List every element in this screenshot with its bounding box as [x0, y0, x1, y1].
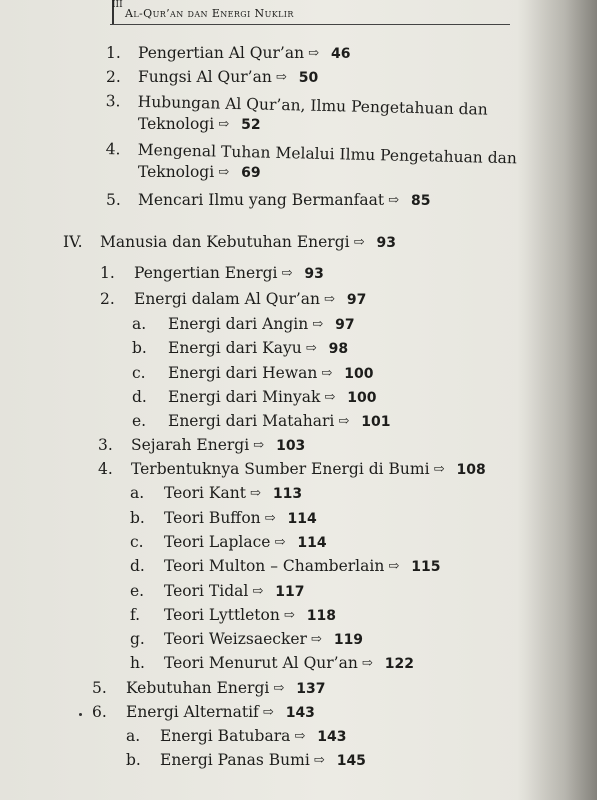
- arrow-icon: ⇨: [281, 266, 293, 281]
- entry-page: 46: [330, 46, 351, 62]
- entry-number: 4.: [98, 460, 113, 478]
- entry-title: Energi dari Kayu: [168, 339, 302, 357]
- entry-number: 2.: [106, 68, 121, 86]
- arrow-icon: ⇨: [273, 681, 285, 696]
- entry-page: 117: [275, 584, 305, 600]
- entry-letter: a.: [130, 484, 145, 502]
- bullet-mark: [79, 713, 82, 716]
- entry-title: Energi Panas Bumi: [160, 751, 310, 769]
- entry-letter: d.: [130, 557, 145, 575]
- entry-title: Sejarah Energi: [131, 436, 250, 454]
- entry-title: Energi dari Angin: [168, 315, 309, 333]
- arrow-icon: ⇨: [274, 535, 286, 550]
- arrow-icon: ⇨: [388, 559, 400, 574]
- entry-title: Teori Laplace: [164, 533, 271, 551]
- entry-page: 143: [317, 729, 347, 745]
- entry-letter: e.: [130, 582, 145, 600]
- chapter-page: 93: [376, 235, 396, 251]
- entry-number: 1.: [106, 44, 121, 62]
- entry-title: Energi dari Minyak: [168, 388, 321, 406]
- entry-title: Energi Alternatif: [126, 703, 259, 721]
- entry-letter: h.: [130, 654, 145, 672]
- entry-title: Pengertian Energi: [134, 264, 278, 282]
- arrow-icon: ⇨: [361, 656, 373, 671]
- header-rule: [110, 24, 510, 25]
- entry-continuation: [138, 163, 261, 181]
- entry-page: 145: [336, 753, 366, 769]
- entry-page: 118: [306, 608, 336, 624]
- entry-number: 4.: [105, 140, 121, 159]
- entry-title: Teori Menurut Al Qur’an: [164, 654, 358, 672]
- arrow-icon: ⇨: [324, 292, 335, 307]
- arrow-icon: ⇨: [324, 390, 336, 405]
- entry-title: Kebutuhan Energi: [126, 679, 270, 697]
- header-mark: III: [112, 0, 123, 10]
- entry-page: 97: [346, 292, 367, 308]
- entry-title: Teori Weizsaecker: [164, 630, 307, 648]
- entry-letter: b.: [132, 339, 147, 357]
- entry-number: 2.: [100, 290, 115, 308]
- entry-title: Energi dalam Al Qur’an: [134, 290, 320, 308]
- entry-page: 113: [272, 486, 303, 502]
- arrow-icon: ⇨: [310, 632, 322, 647]
- entry-title: Hubungan Al Qur’an, Ilmu Pengetahuan dan: [137, 92, 488, 119]
- entry-number: 5.: [92, 679, 107, 697]
- arrow-icon: ⇨: [283, 608, 295, 623]
- entry-title: Mencari Ilmu yang Bermanfaat: [138, 191, 385, 209]
- entry-letter: c.: [130, 533, 144, 551]
- arrow-icon: ⇨: [294, 729, 306, 744]
- entry-letter: b.: [130, 509, 145, 527]
- arrow-icon: ⇨: [321, 366, 333, 381]
- entry-title: Teori Tidal: [164, 582, 249, 600]
- arrow-icon: ⇨: [218, 117, 230, 132]
- arrow-icon: ⇨: [253, 438, 265, 453]
- arrow-icon: ⇨: [312, 317, 324, 332]
- entry-title: Energi Batubara: [160, 727, 291, 745]
- arrow-icon: ⇨: [388, 193, 400, 208]
- entry-letter: g.: [130, 630, 145, 648]
- entry-page: 119: [333, 632, 364, 648]
- arrow-icon: ⇨: [262, 705, 274, 720]
- entry-letter: a.: [126, 727, 141, 745]
- entry-title-cont: Teknologi: [138, 115, 215, 133]
- entry-title: Mengenal Tuhan Melalui Ilmu Pengetahuan dan: [137, 140, 518, 168]
- entry-title: Pengertian Al Qur’an: [138, 44, 305, 62]
- arrow-icon: ⇨: [252, 584, 264, 599]
- entry-page: 93: [304, 266, 324, 282]
- entry-continuation: [138, 115, 261, 133]
- chapter-title: Manusia dan Kebutuhan Energi: [100, 233, 350, 251]
- entry-letter: c.: [132, 364, 146, 382]
- entry-page: 115: [411, 559, 441, 575]
- entry-title: Teori Lyttleton: [164, 606, 280, 624]
- entry-title: Teori Multon – Chamberlain: [164, 557, 385, 575]
- entry-number: 1.: [100, 264, 115, 282]
- arrow-icon: ⇨: [353, 235, 365, 250]
- entry-title: Terbentuknya Sumber Energi di Bumi: [131, 460, 430, 478]
- entry-page: 100: [347, 390, 377, 406]
- entry-page: 114: [287, 511, 317, 527]
- arrow-icon: ⇨: [305, 341, 317, 356]
- entry-page: 137: [296, 681, 326, 697]
- entry-page: 114: [297, 535, 327, 551]
- entry-letter: d.: [132, 388, 147, 406]
- arrow-icon: ⇨: [218, 165, 230, 180]
- entry-page: 108: [456, 462, 486, 478]
- entry-page: 85: [411, 193, 431, 209]
- entry-page: 50: [298, 70, 319, 86]
- entry-page: 97: [335, 317, 355, 333]
- entry-page: 101: [361, 414, 391, 430]
- entry-letter: a.: [132, 315, 147, 333]
- entry-title: Energi dari Matahari: [168, 412, 335, 430]
- entry-letter: f.: [130, 606, 141, 624]
- entry-page: 100: [344, 366, 374, 382]
- entry-page: 69: [241, 165, 261, 181]
- entry-page: 52: [241, 117, 261, 133]
- entry-letter: b.: [126, 751, 141, 769]
- running-header: Al-Qur’an dan Energi Nuklir: [125, 7, 294, 20]
- entry-number: 6.: [92, 703, 107, 721]
- entry-title: Teori Kant: [164, 484, 246, 502]
- entry-page: 98: [328, 341, 349, 357]
- entry-title: Teori Buffon: [164, 509, 261, 527]
- arrow-icon: ⇨: [338, 414, 350, 429]
- arrow-icon: ⇨: [308, 46, 319, 61]
- arrow-icon: ⇨: [249, 486, 261, 501]
- entry-title: Fungsi Al Qur’an: [138, 68, 272, 86]
- entry-title: Energi dari Hewan: [168, 364, 318, 382]
- arrow-icon: ⇨: [264, 511, 276, 526]
- entry-page: 103: [276, 438, 306, 454]
- entry-title-cont: Teknologi: [138, 163, 215, 181]
- arrow-icon: ⇨: [275, 70, 287, 85]
- entry-number: 3.: [98, 436, 113, 454]
- entry-page: 122: [384, 656, 414, 672]
- arrow-icon: ⇨: [433, 462, 445, 477]
- entry-number: 5.: [106, 191, 121, 209]
- arrow-icon: ⇨: [313, 753, 325, 768]
- chapter-number: IV.: [63, 233, 83, 251]
- entry-page: 143: [285, 705, 315, 721]
- entry-letter: e.: [132, 412, 147, 430]
- entry-number: 3.: [105, 92, 121, 111]
- page-edge-shadow: [517, 0, 597, 800]
